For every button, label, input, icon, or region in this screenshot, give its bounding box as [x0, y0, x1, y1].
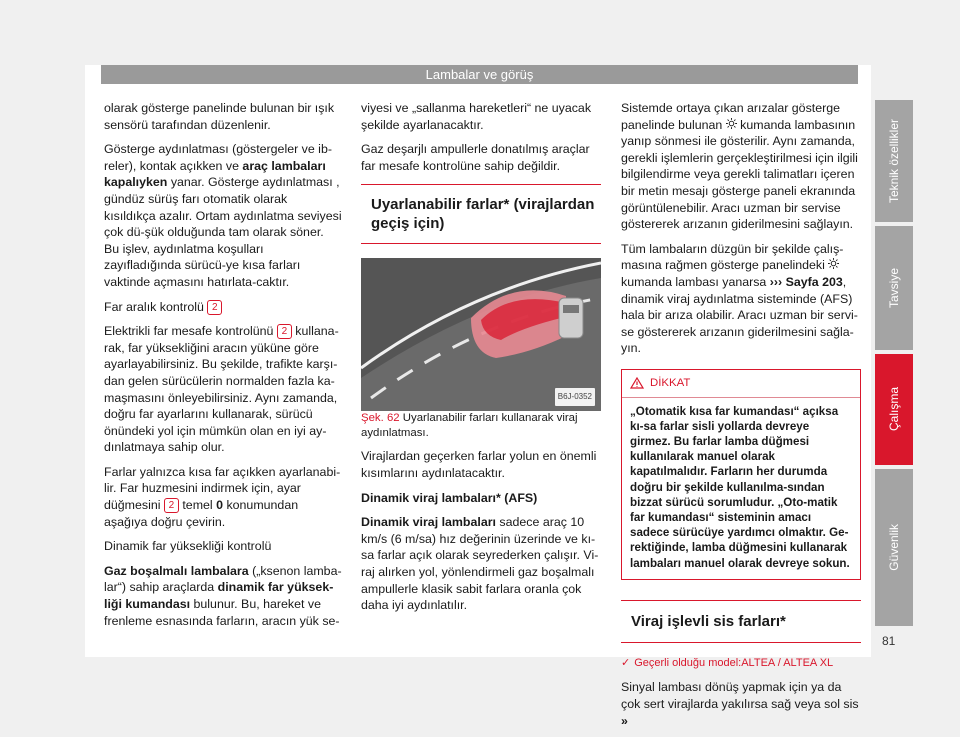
paragraph: [104, 323, 342, 456]
paragraph: [361, 514, 601, 614]
paragraph: [104, 563, 342, 629]
tab-label: Çalışma: [887, 387, 901, 432]
paragraph: [621, 241, 861, 357]
paragraph: [621, 679, 861, 729]
text: kullana-rak, far yüksekliğini aracın yüküne göre ayarlayabilirsiniz. Bu şekilde, trafikte karşı-dan gelen sürücülerin normalden fazla ka-maşmasını önleyebilirsiniz. Aynı zamanda, doğru far ayarlarını kullanarak, sürücü önündeki yol için mümkün olan en iyi ay-dınlatmaya sahip olur.: [104, 324, 339, 455]
paragraph: Gaz deşarjlı ampullerle donatılmış araçlar far mesafe kontrolüne sahip değildir.: [361, 142, 590, 173]
text: yanar. Gösterge aydınlatması , gündüz sürüş farı otomatik olarak kısıldıkça azalır. Ortam aydınlatma seviyesi çok dü-şük olduğunda tam olarak söner. Bu işlev, aydınlatma koşulları zayıfladığında sürücü-ye kısa farları vaktinde açmasını hatırlata-caktır.: [104, 175, 342, 289]
callout-number: 2: [207, 300, 222, 315]
figure-caption: [361, 411, 601, 440]
column-2: [361, 100, 601, 622]
section-title-fog-lights: Viraj işlevli sis farları*: [621, 600, 861, 643]
bold-text: Gaz boşalmalı lambalara: [104, 563, 249, 578]
warning-text: „Otomatik kısa far kumandası“ açıksa kı-sa farlar sisli yollarda devreye girmez. Bu farlar lamba düğmesi kullanılarak manuel olarak kapatılmalıdır. Farların her durumda doğru bir şekilde kullanılma-sından bizzat sürücü sorumludur. „Oto-matik far kumandası“ sisteminin amacı sadece sürücüye yardımcı olmaktır. Ge-rektiğinde, lamba düğmesini kullanarak lambaları manuel olarak devreye sokun.: [630, 404, 850, 570]
tab-label: Güvenlik: [887, 524, 901, 571]
figure-cornering-light: [361, 258, 601, 411]
bold-text: araç lambaları kapalıyken: [104, 158, 326, 190]
section-title-adaptive-headlights: Uyarlanabilir farlar* (virajlardan geçiş için): [361, 184, 601, 244]
figure-code: B6J-0352: [555, 388, 595, 407]
warning-title: DİKKAT: [650, 376, 691, 389]
paragraph: Virajlardan geçerken farlar yolun en önemli kısımlarını aydınlatacaktır.: [361, 449, 597, 480]
bold-text: dinamik far yüksek-liği kumandası: [104, 580, 334, 612]
afs-lamp-icon: [726, 118, 737, 129]
text: Elektrikli far mesafe kontrolünü: [104, 324, 277, 339]
bold-text: 0: [216, 498, 224, 513]
tab-label: Tavsiye: [887, 267, 901, 308]
text: Sistemde ortaya çıkan arızalar gösterge panelinde bulunan: [621, 101, 841, 132]
paragraph: [104, 141, 342, 290]
tab-calisma[interactable]: [875, 354, 913, 465]
subheading-text: Far aralık kontrolü: [104, 299, 204, 314]
page-header: Lambalar ve görüş: [101, 65, 858, 84]
subheading: Dinamik viraj lambaları* (AFS): [361, 490, 538, 505]
subheading: [104, 299, 342, 316]
paragraph: olarak gösterge panelinde bulunan bir ışık sensörü tarafından düzenlenir.: [104, 101, 335, 132]
caption-text: Uyarlanabilir farları kullanarak viraj aydınlatması.: [361, 412, 578, 439]
tab-label: Teknik özellikler: [887, 118, 901, 204]
paragraph: [104, 464, 342, 530]
applies-to: [621, 655, 861, 672]
caption-label: Şek. 62: [361, 412, 400, 425]
text: Farlar yalnızca kısa far açıkken ayarlanabi-lir. Far huzmesini indirmek için, ayar düğmesini: [104, 464, 341, 513]
tab-guvenlik[interactable]: [875, 469, 913, 626]
tab-teknik-ozellikler[interactable]: [875, 100, 913, 222]
text: sadece araç 10 km/s (6 m/sa) hız değerinin üzerinde ve kı-sa farlar açık olarak seyrederken çalışır. Vi-raj alırken yol, yönlendirmeli gaz boşalmalı ampullerle klasik sabit farlara oranla çok daha iyi aydınlatılır.: [361, 515, 599, 613]
text: bulunur. Bu, hareket ve frenleme esnasında farların, aracın yük se-: [104, 597, 340, 628]
text: temel: [178, 498, 217, 513]
callout-number: 2: [277, 324, 292, 339]
text: Tüm lambaların düzgün bir şekilde çalış-masına rağmen gösterge panelindeki: [621, 241, 844, 273]
text: („ksenon lamba-lar“) sahip araçlarda: [104, 563, 342, 595]
text: konumundan aşağıya doğru çevirin.: [104, 498, 299, 529]
check-icon: ✓: [621, 656, 631, 669]
paragraph: viyesi ve „sallanma hareketleri“ ne uyacak şekilde ayarlanacaktır.: [361, 101, 592, 132]
warning-triangle-icon: [630, 377, 644, 389]
text: , dinamik viraj aydınlatma sisteminde (AFS) hala bir arıza olabilir. Aracı uzman bir servi-se göstererek arızanın giderilmesini sağla-yın.: [621, 274, 858, 356]
page-number: 81: [882, 634, 896, 648]
paragraph: [621, 100, 861, 233]
page-link[interactable]: ››› Sayfa 203: [769, 274, 843, 289]
text: Gösterge aydınlatması (göstergeler ve ib-reler), kontak açıkken ve: [104, 142, 332, 173]
text: kumanda lambası yanarsa: [621, 274, 770, 289]
warning-header: [622, 370, 860, 398]
applies-text: Geçerli olduğu model:ALTEA / ALTEA XL: [634, 656, 834, 669]
text: kumanda lambasının yanıp sönmesi ile gösterilir. Aynı zamanda, gerekli işlemlerin gerçekleştirilmesi için ilgili bilgilendirme veya gerekli talimatları içeren bir metin mesajı gösterge paneli ekranında görüntülenebilir. Aracı uzman bir servise göstererek arızanın giderilmesini sağlayın.: [621, 117, 858, 232]
continued-marker: »: [621, 713, 628, 728]
callout-number: 2: [164, 498, 179, 513]
column-3: [621, 100, 861, 737]
warning-box: [621, 369, 861, 580]
text: Sinyal lambası dönüş yapmak için ya da çok sert virajlarda yakılırsa sağ veya sol sis: [621, 680, 859, 711]
column-1: [104, 100, 342, 637]
subheading: Dinamik far yüksekliği kontrolü: [104, 539, 272, 554]
afs-lamp-icon: [828, 258, 839, 269]
tab-tavsiye[interactable]: [875, 226, 913, 350]
bold-text: Dinamik viraj lambaları: [361, 515, 496, 530]
